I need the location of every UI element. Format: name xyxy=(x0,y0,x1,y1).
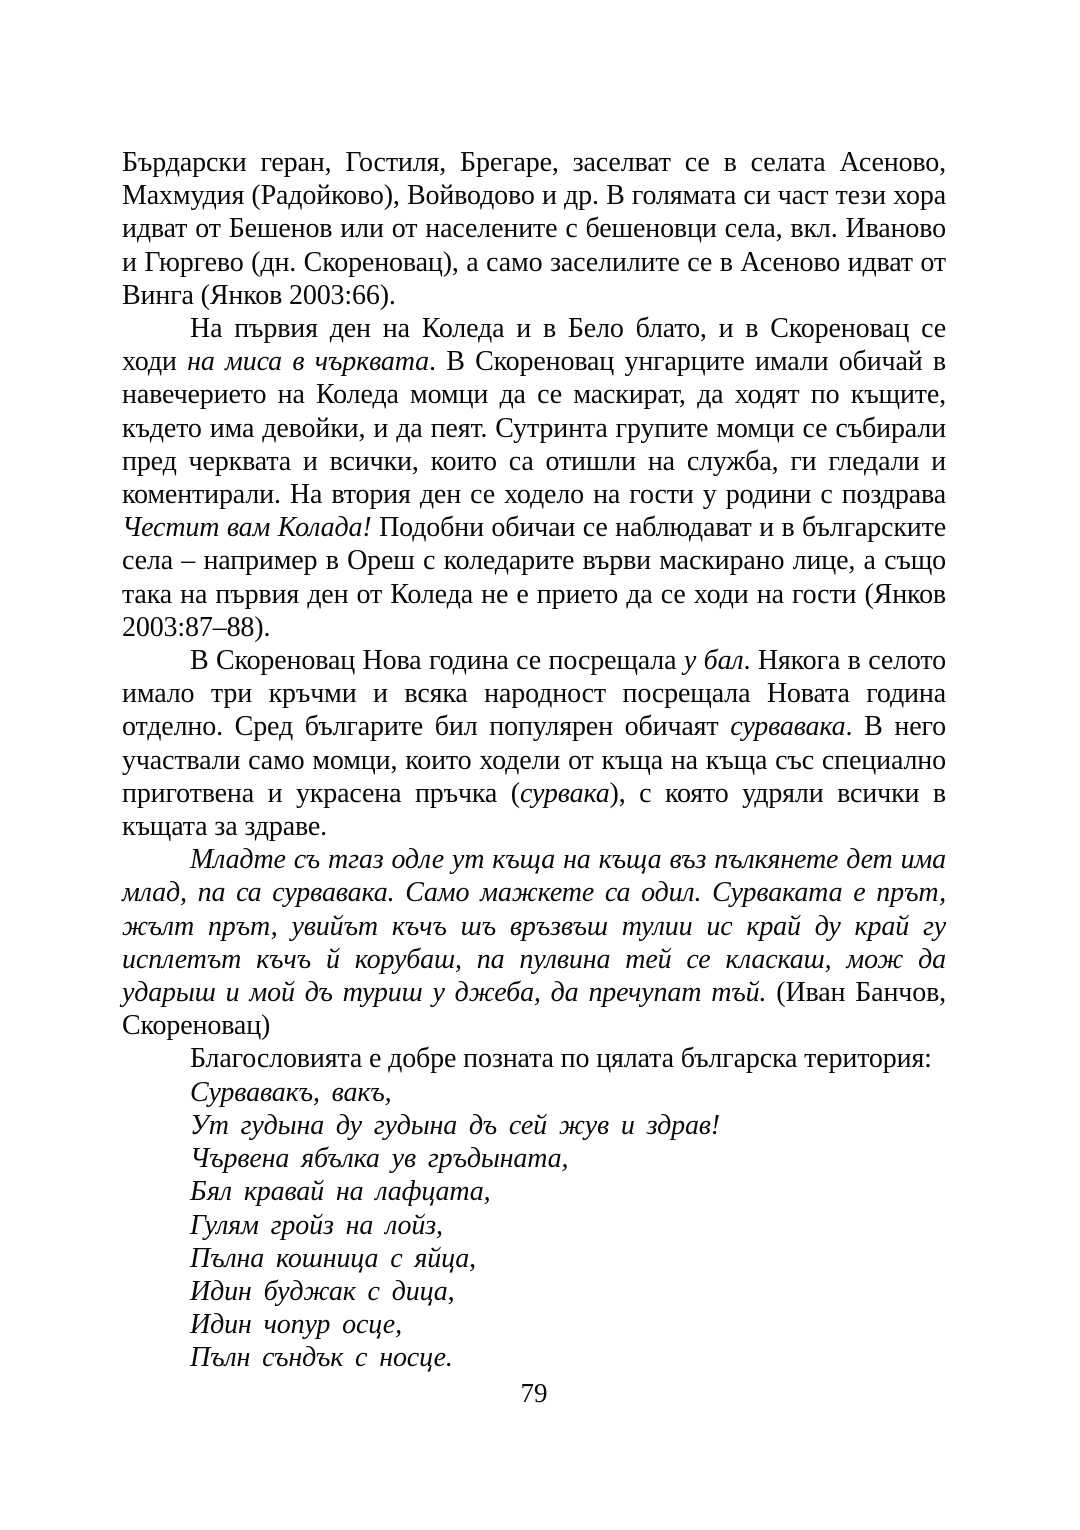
verse-line: Чървена ябълка ув гръдыната, xyxy=(190,1143,569,1175)
text-segment: . В Скореновац унгарците имали обичай в навечерието на Коледа момци да се маскират, да ходят по къщите, където има девойки, и да пеят. Сутринта групите момци се събирали пред черквата и всички, които са отишли на служба, ги гледали и коментирали. На втория ден се ходело на гости у родини с поздрава xyxy=(122,346,946,511)
verse-line: Идин чопур осце, xyxy=(190,1309,402,1341)
text-segment: Подобни обичаи се наблюдават и в българските села – например в Ореш с коледарите върви маскирано лице, а също така на първия ден от Коледа не е прието да се ходи на гости (Янков 2003:87–88). xyxy=(122,512,946,643)
text-segment: На първия ден на Коледа и в Бело блато, и в Скореновац се ходи xyxy=(122,313,946,378)
paragraph-new-year xyxy=(122,644,946,843)
text-segment: (Иван Банчов, Скореновац) xyxy=(122,977,946,1042)
text-segment-italic: Честит вам Колада! xyxy=(122,512,372,544)
text-segment-italic: Младте съ тгаз одле ут къща на къща въз пълкянете дет има млад, па са сурвавака. Само мажкете са одил. Сурваката е прът, жълт прът, увийът къчъ шъ връзвъш тулии ис край ду край гу исплетът къчъ й корубаш, па пулвина тей се класкаш, мож да ударыш и мой дъ туриш у джеба, да пречупат тъй. xyxy=(122,844,946,1009)
text-segment: . Някога в селото имало три кръчми и всяка народност посрещала Новата година отделно. Сред българите бил популярен обичаят xyxy=(122,645,946,743)
verse-line: Идин буджак с дица, xyxy=(190,1275,455,1307)
text-segment-italic: на миса в чърквата xyxy=(187,346,430,378)
text-segment: В Скореновац Нова година се посрещала xyxy=(190,645,684,677)
verse-line: Пълн съндък с носце. xyxy=(190,1342,453,1374)
paragraph-dialect-quote xyxy=(122,843,946,1042)
verse-line: Пълна кошница с яйца, xyxy=(190,1242,477,1274)
text-segment: Бърдарски геран, Гостиля, Брегаре, заселват се в селата Асеново, Махмудия (Радойково), Войводово и др. В голямата си част тези хора идват от Бешенов или от населените с бешеновци села, вкл. Иваново и Гюргево (дн. Скореновац), а само заселилите се в Асеново идват от Винга (Янков 2003:66). xyxy=(122,147,946,311)
paragraph-settlements xyxy=(122,146,946,312)
text-block xyxy=(122,146,946,1375)
verse-line: Сурвавакъ, вакъ, xyxy=(190,1076,392,1108)
text-segment-italic: у бал xyxy=(683,645,744,677)
verse-line: Гулям гройз на лойз, xyxy=(190,1209,443,1241)
verse-line: Бял кравай на лафцата, xyxy=(190,1176,491,1208)
text-segment: Благословията е добре позната по цялата българска територия: xyxy=(190,1043,932,1075)
text-segment: . В него участвали само момци, които ходели от къща на къща със специално приготвена и украсена пръчка ( xyxy=(122,711,946,809)
paragraph-christmas-customs xyxy=(122,312,946,644)
verse-line: Ут гудына ду гудына дъ сей жув и здрав! xyxy=(190,1109,720,1141)
text-segment-italic: сурвака xyxy=(519,777,610,809)
paragraph-blessing-intro xyxy=(122,1042,946,1075)
text-segment-italic: сурвавака xyxy=(730,711,846,743)
text-segment: ), с която удряли всички в къщата за здраве. xyxy=(122,777,946,843)
blessing-verse xyxy=(122,1076,946,1375)
page-number: 79 xyxy=(520,1378,548,1408)
